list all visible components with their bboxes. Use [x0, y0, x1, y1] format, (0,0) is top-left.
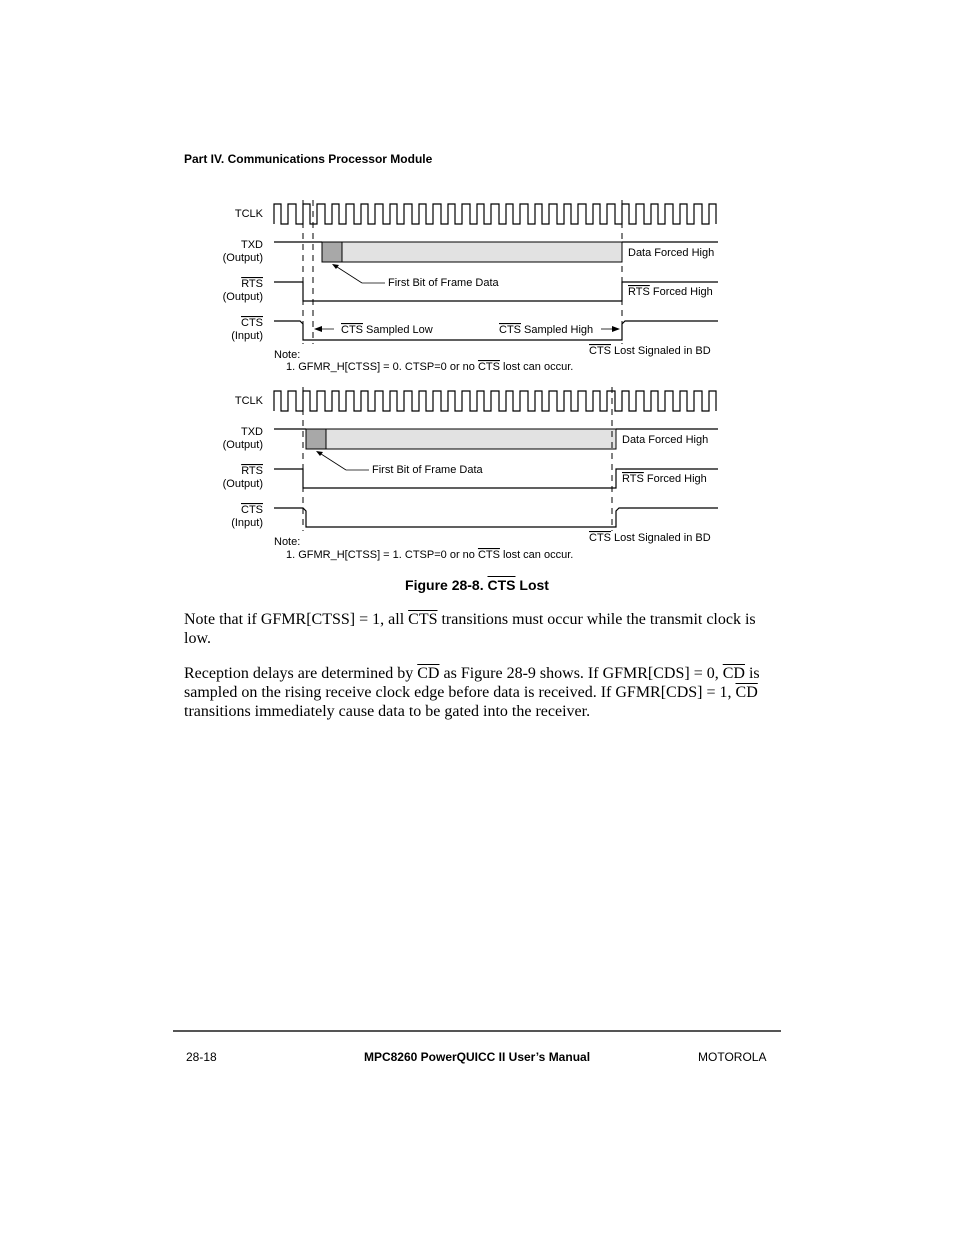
first-bit-leader — [318, 452, 346, 470]
note-text-pre: 1. GFMR_H[CTSS] = 0. CTSP=0 or no — [286, 361, 478, 373]
cts-sampled-high-label — [499, 324, 593, 336]
cts-sampled-low-text: Sampled Low — [363, 324, 433, 336]
tclk-waveform — [274, 204, 716, 224]
tclk-waveform — [274, 391, 716, 411]
p2-cd-overbar-2: $\overline{CD}$ — [722, 665, 745, 682]
first-bit-label: First Bit of Frame Data — [372, 464, 483, 476]
cts-lost-signaled-label — [589, 345, 711, 357]
note-label: Note: — [274, 349, 301, 361]
rts-sub-label: (Output) — [222, 478, 263, 490]
p1-part-a: Note that if GFMR[CTSS] = 1, all — [184, 611, 409, 628]
rts-label: RTS — [241, 465, 263, 477]
first-bit-label: First Bit of Frame Data — [388, 277, 499, 289]
manual-title: MPC8260 PowerQUICC II User’s Manual — [363, 1050, 591, 1064]
cts-sampled-high-arrowhead — [612, 326, 620, 332]
note-text-post: lost can occur. — [499, 549, 574, 561]
cts-lost-signaled-label — [589, 532, 711, 544]
txd-label: TXD — [241, 239, 263, 251]
note-text — [286, 361, 573, 373]
note-text — [286, 549, 573, 561]
rts-forced-high-label — [622, 473, 707, 485]
first-bit-arrowhead — [316, 451, 323, 456]
note-text-post: lost can occur. — [499, 361, 574, 373]
rts-forced-high-label — [628, 286, 713, 298]
txd-first-bit — [322, 242, 342, 262]
p2-cd-overbar-3: $\overline{CD}$ — [735, 684, 758, 701]
cts-lost-text: Lost Signaled in BD — [611, 532, 711, 544]
first-bit-arrowhead — [332, 264, 339, 269]
p2-cd-overbar-1: $\overline{CD}$ — [417, 665, 440, 682]
note-text-overbar: CTS — [477, 361, 500, 373]
p2-part-e: is sampled on the rising receive clock edge before data is received. If GFMR[CDS] = 1, — [184, 665, 760, 701]
page-number: 28-18 — [186, 1050, 217, 1064]
note-text-pre: 1. GFMR_H[CTSS] = 1. CTSP=0 or no — [286, 549, 478, 561]
data-forced-high-label: Data Forced High — [628, 247, 715, 259]
figure-caption — [0, 577, 954, 593]
cts-label: CTS — [241, 317, 263, 329]
cts-lost-text: Lost Signaled in BD — [611, 345, 711, 357]
tclk-label: TCLK — [234, 395, 263, 407]
figure-caption-prefix: Figure 28-8. — [405, 577, 488, 593]
p1-part-c: transitions must occur while the transmit clock is low. — [184, 611, 756, 647]
cts-sub-label: (Input) — [231, 330, 263, 342]
p1-cts-overbar: $\overline{CTS}$ — [408, 611, 438, 628]
cts-lost-overbar: CTS — [589, 532, 611, 544]
rts-label: RTS — [241, 278, 263, 290]
p2-part-a: Reception delays are determined by — [184, 665, 418, 682]
txd-sub-label: (Output) — [222, 439, 263, 451]
txd-frame-data — [326, 429, 616, 449]
rts-forced-high-text: Forced High — [649, 286, 713, 298]
cts-sampled-high-text: Sampled High — [521, 324, 594, 336]
cts-sampled-high-overbar: CTS — [499, 324, 521, 336]
publisher: MOTOROLA — [698, 1050, 767, 1064]
timing-diagram-ctss-0 — [223, 200, 718, 373]
cts-sampled-low-overbar: CTS — [341, 324, 363, 336]
p2-part-g: transitions immediately cause data to be gated into the receiver. — [184, 703, 591, 720]
note-label: Note: — [274, 536, 301, 548]
first-bit-leader — [334, 265, 362, 283]
p2-part-c: as Figure 28-9 shows. If GFMR[CDS] = 0, — [439, 665, 723, 682]
txd-label: TXD — [241, 426, 263, 438]
cts-lost-overbar: CTS — [589, 345, 611, 357]
paragraph-reception-delays — [184, 664, 774, 721]
cts-sub-label: (Input) — [231, 517, 263, 529]
footer-rule — [173, 1030, 781, 1032]
running-head: Part IV. Communications Processor Module — [184, 152, 433, 166]
rts-sub-label: (Output) — [222, 291, 263, 303]
rts-forced-high-overbar: RTS — [622, 473, 644, 485]
figure-caption-suffix: Lost — [515, 577, 549, 593]
cts-sampled-low-label — [341, 324, 433, 336]
paragraph-ctss-note — [184, 610, 774, 648]
txd-frame-data — [342, 242, 622, 262]
data-forced-high-label: Data Forced High — [622, 434, 709, 446]
cts-label: CTS — [241, 504, 263, 516]
cts-sampled-low-arrowhead — [314, 326, 322, 332]
rts-forced-high-overbar: RTS — [628, 286, 650, 298]
txd-sub-label: (Output) — [222, 252, 263, 264]
figure-caption-overbar: $\overline{CTS}$ — [487, 577, 516, 593]
cts-waveform — [274, 508, 718, 527]
txd-first-bit — [306, 429, 326, 449]
tclk-label: TCLK — [234, 208, 263, 220]
note-text-overbar: CTS — [477, 549, 500, 561]
rts-forced-high-text: Forced High — [643, 473, 707, 485]
timing-diagram-ctss-1 — [223, 387, 718, 561]
